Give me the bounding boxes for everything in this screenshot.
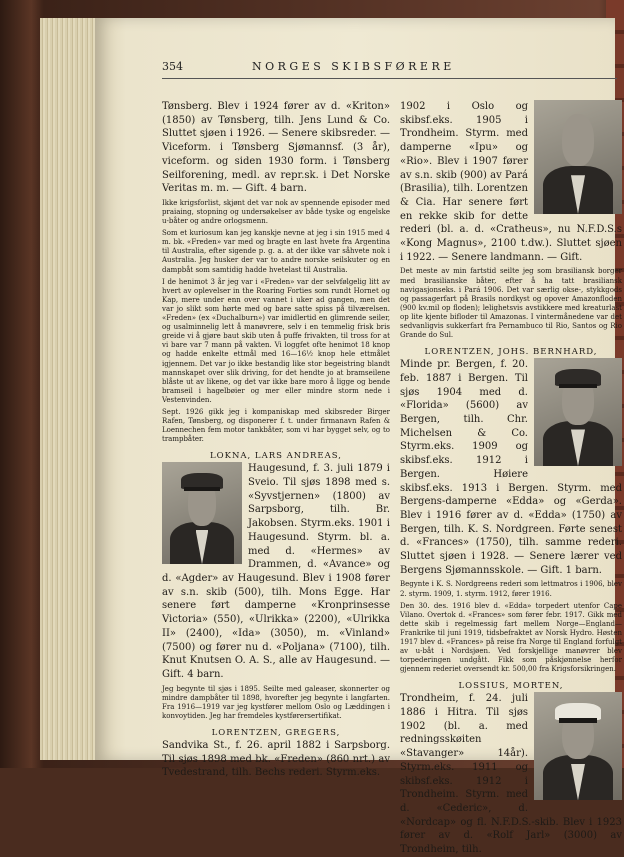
book-page [95, 18, 622, 856]
bio-paragraph: Tønsberg. Blev i 1924 fører av d. «Kriton» (1850) av Tønsberg, tilh. Jens Lund & Co. Sluttet sjøen i 1926. — Senere skibsreder. — Viceform. i Tønsberg Sjømannsf. (3 år), viceform. og siden 1930 form. i Tønsberg Seilforening, medl. av repr.sk. i Det Norske Veritas m. m. — Gift. 4 barn. [162, 101, 390, 195]
bio-paragraph: Haugesund, f. 3. juli 1879 i Sveio. Til sjøs 1898 med s. «Syvstjernen» (1800) av Sarpsborg, tilh. Br. Jakobsen. Styrm.eks. 1901 i Haugesund. Styrm. bl. a. med d. «Hermes» av Drammen, d. «Avance» og d. «Agder» av Haugesund. Blev i 1908 fører av s.n. skib (500), tilh. Mons Egge. Har senere ført damperne «Kronprinsesse Victoria» (550), «Ulrikka» (2200), «Ulrikka II» (2400), «Ida» (3050), m. «Vinland» (7500) og fører nu d. «Poljana» (7100), tilh. Knut Knutsen O. A. S., alle av Haugesund. — Gift. 4 barn. [162, 463, 390, 680]
running-title: NORGES SKIBSFØRERE [252, 60, 455, 73]
portrait-lokna [162, 462, 242, 564]
bio-paragraph: Minde pr. Bergen, f. 20. feb. 1887 i Bergen. Til sjøs 1904 med d. «Florida» (5600) av Bergen, tilh. Chr. Michelsen & Co. Styrm.eks. 1909 og skibsf.eks. 1912 i Bergen. Høiere skibsf.eks. 1913 i Bergen. Styrm. med Bergens-damperne «Edda» og «Gerda». Blev i 1916 fører av d. «Edda» (1750) av Bergen, tilh. K. S. Nordgreen. Førte senest d. «Frances» (1750), tilh. samme rederi. Sluttet sjøen i 1928. — Senere lærer ved Bergens Sjømannsskole. — Gift. 1 barn. [400, 359, 622, 576]
portrait-lorentzen-johs [534, 358, 622, 466]
left-column [162, 100, 390, 780]
entry-name-lossius: LOSSIUS, MORTEN, [458, 681, 564, 692]
note-paragraph: Den 30. des. 1916 blev d. «Edda» torpedert utenfor Cape Vilano. Overtok d. «Frances» som fører febr. 1917. Gikk med dette skib i regelmessig fart mellem Norge—England—Frankrike til juni 1919, tidsbefraktet av Norsk Hydro. Høsten 1917 blev d. «Frances» på reise fra Norge til England forfulgt av u-båt i Nordsjøen. Ved forskjellige manøvrer blev torpederingen undgått. Fikk som påskjønnelse herfor gjennem rederiet oversendt kr. 500,00 fra Krigsforsikringen. [400, 601, 622, 674]
entry-name-lorentzen-johs: LORENTZEN, JOHS. BERNHARD, [424, 347, 598, 358]
note-paragraph: Jeg begynte til sjøs i 1895. Seilte med galeaser, skonnerter og mindre dampbåter til 1898, hvorefter jeg begynte i langfarten. Fra 1916—1919 var jeg kystfører mellom Oslo og Læddingen i konvoytiden. Jeg har fremdeles kystførersertifikat. [162, 684, 390, 720]
portrait-lossius [534, 692, 622, 800]
note-paragraph: Sept. 1926 gikk jeg i kompaniskap med skibsreder Birger Rafen, Tønsberg, og disponerer f. t. under firmanavn Rafen & Loennechen fem motor tankbåter, som vi har bygget selv, og to trampbåter. [162, 407, 390, 444]
bio-paragraph: 1902 i Oslo og skibsf.eks. 1905 i Trondheim. Styrm. med damperne «Ipu» og «Rio». Blev i 1907 fører av s.n. skib (900) av Pará (Brasilia), tilh. Lorentzen & Cia. Har senere ført en rekke skib for dette rederi (bl. a. d. «Cratheus», nu N.F.D.S.s «Kong Magnus», 2100 t.dw.). Sluttet sjøen i 1922. — Senere landmann. — Gift. [400, 101, 622, 263]
note-paragraph: I de henimot 3 år jeg var i «Freden» var der selvfølgelig litt av hvert av oplevelser in the Roaring Forties som rundt Hornet og Kap, mere under enn over vannet i uker ad gangen, men det var jo slikt som hørte med og bare satte spiss på tilværelsen. «Freden» (ex «Duchalburn») var imidlertid en glimrende seiler, og usalminnelig lett å manøvrere, selv i en temmelig frisk bris greide vi å gjøre baut skib uten å puffe frivakten, til tross for at vi bare var 7 mann på vakten. Vi loggfet ofte henimot 18 knop og hadde enkelte ettmål med 16—16½ knop hele ettmålet igjennem. Det var jo ikke bestandig like stor begeistring blandt mannskapet over slik driving, for det hendte jo at bramseilene blåste ut av likene, og det var ikke bare moro å ligge og bende bramseil i hagelbøier og mer eller mindre storm nede i Vestenvinden. [162, 277, 390, 404]
entry-name-lokna: LOKNA, LARS ANDREAS, [209, 451, 342, 462]
right-column [400, 100, 622, 857]
portrait-lorentzen-gregers [534, 100, 622, 214]
page-number: 354 [162, 60, 183, 73]
page-header [162, 58, 617, 79]
bio-paragraph: Trondheim, f. 24. juli 1886 i Hitra. Til sjøs 1902 (bl. a. med redningsskøiten «Stavanger» 14år). Styrm.eks. 1911 og skibsf.eks. 1912 i Trondheim. Styrm. med d. «Cederic», d. «Nordcap» og fl. N.F.D.S.-skib. Blev i 1923 fører av d. «Rolf Jarl» (3000) av Trondheim, tilh. [400, 693, 622, 856]
page-stack [40, 18, 100, 760]
note-paragraph: Begynte i K. S. Nordgreens rederi som lettmatros i 1906, blev 2. styrm. 1909, 1. styrm. 1912, fører 1916. [400, 580, 622, 598]
note-paragraph: Som et kuriosum kan jeg kanskje nevne at jeg i sin 1915 med 4 m. bk. «Freden» var med og bragte en last hvete fra Argentina til Australia, efter sigende p. g. a. at der ikke var såhvete nok i Australia. Jeg husker der var to andre norske seilskuter og en dampbåt som samtidig hadde hvetelast til Australia. [162, 229, 390, 274]
entry-name-lorentzen-gregers: LORENTZEN, GREGERS, [211, 727, 341, 738]
note-paragraph: Ikke krigsforlist, skjønt det var nok av spennende episoder med praiaing, stopning og undersøkelser av både tyske og engelske u-båter og andre orlogsmenn. [162, 198, 390, 226]
bio-paragraph: Sandvika St., f. 26. april 1882 i Sarpsborg. Til sjøs 1898 med bk. «Freden» (860 nrt.) av Tvedestrand, tilh. Bechs rederi. Styrm.eks. [162, 739, 390, 779]
note-paragraph: Det meste av min fartstid seilte jeg som brasiliansk borger med brasilianske båter, efter å ha tatt brasiliansk navigasjonseks. i Pará 1906. Det var særlig okse-, stykkgods og passagerfart på Brasils nordkyst og opover Amazonfloden (900 kv.mil op floden); lelighetsvis avstikkere med kreaturlast op lite kjente bifloder til Amazonas. I vintermånedene var det sedvanligvis sukkerfart fra Pernambuco til Rio, Santos og Rio Grande do Sul. [400, 267, 622, 340]
